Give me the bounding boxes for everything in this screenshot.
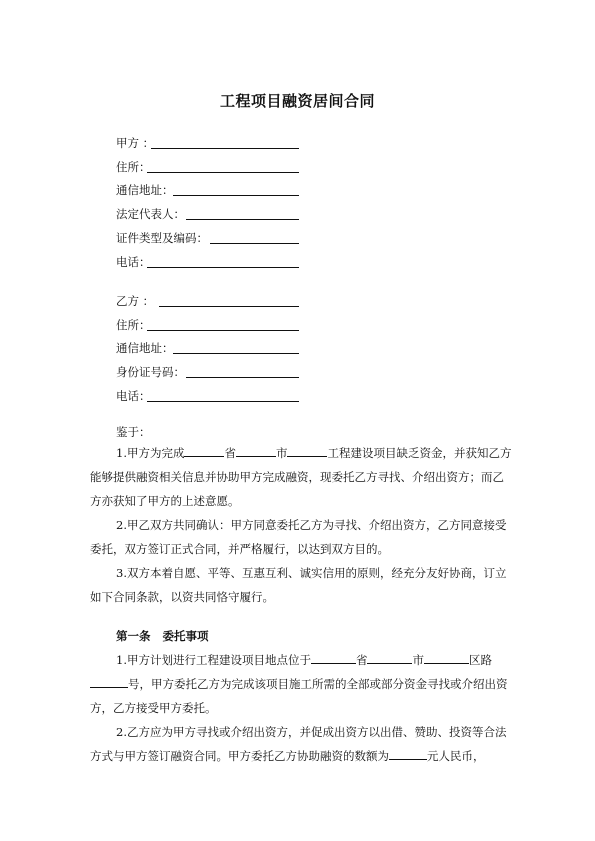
fill-in-line xyxy=(186,365,299,378)
party-a-address-field xyxy=(116,160,299,174)
party-a-phone-field xyxy=(116,255,299,269)
party-b-name-field xyxy=(116,294,299,308)
fill-in-line xyxy=(147,318,299,331)
field-label: 身份证号码： xyxy=(116,365,185,379)
article-1-heading: 第一条 委托事项 xyxy=(116,629,209,643)
party-b-address-field xyxy=(116,318,299,332)
fill-in-line xyxy=(159,294,299,307)
fill-in-blank xyxy=(367,651,412,664)
article-1-paragraph-2: 2.乙方应为甲方寻找或介绍出资方，并促成出资方以出借、赞助、投资等合法方式与甲方签订融资合同。甲方委托乙方协助融资的数额为 元人民币， xyxy=(90,725,507,763)
fill-in-line xyxy=(210,231,299,244)
recital-paragraph-1: 1.甲方为完成 省 市 工程建设项目缺乏资金，并获知乙方能够提供融资相关信息并协助甲方完成融资，现委托乙方寻找、介绍出资方；而乙方亦获知了甲方的上述意愿。 xyxy=(90,446,512,508)
fill-in-blank xyxy=(236,444,276,457)
party-b-id-number-field xyxy=(116,365,299,379)
recital-paragraph-2: 2.甲乙双方共同确认：甲方同意委托乙方为寻找、介绍出资方，乙方同意接受委托，双方签订正式合同，并严格履行，以达到双方目的。 xyxy=(90,518,507,556)
fill-in-line xyxy=(173,183,299,196)
fill-in-line xyxy=(147,160,299,173)
document-title: 工程项目融资居间合同 xyxy=(219,92,375,110)
party-b-mailing-address-field xyxy=(116,341,299,355)
field-label: 住所： xyxy=(116,160,151,174)
fill-in-blank xyxy=(424,651,469,664)
field-label: 证件类型及编码： xyxy=(116,231,208,245)
fill-in-line xyxy=(173,341,299,354)
party-a-name-field xyxy=(116,136,299,150)
fill-in-blank xyxy=(311,651,356,664)
fill-in-line xyxy=(147,255,299,268)
fill-in-blank xyxy=(184,444,224,457)
field-label: 通信地址： xyxy=(116,341,174,355)
fill-in-line xyxy=(147,389,299,402)
party-b-phone-field xyxy=(116,389,299,403)
field-label: 乙方 ： xyxy=(116,294,155,308)
fill-in-blank xyxy=(287,444,327,457)
party-a-id-type-field xyxy=(116,231,299,245)
fill-in-line xyxy=(151,136,299,149)
recitals-heading: 鉴于： xyxy=(116,425,151,439)
field-label: 电话： xyxy=(116,255,151,269)
fill-in-line xyxy=(186,207,299,220)
article-1-paragraph-1: 1.甲方计划进行工程建设项目地点位于 省 市 区路号，甲方委托乙方为完成该项目施工所需的全部或部分资金寻找或介绍出资方，乙方接受甲方委托。 xyxy=(90,653,508,715)
field-label: 住所： xyxy=(116,318,151,332)
party-a-legal-rep-field xyxy=(116,207,299,221)
field-label: 法定代表人： xyxy=(116,207,185,221)
recital-paragraph-3: 3.双方本着自愿、平等、互惠互利、诚实信用的原则，经充分友好协商，订立如下合同条款，以资共同恪守履行。 xyxy=(90,566,507,604)
field-label: 通信地址： xyxy=(116,183,174,197)
fill-in-blank xyxy=(389,747,427,760)
field-label: 电话： xyxy=(116,389,151,403)
fill-in-blank xyxy=(90,675,128,688)
party-a-mailing-address-field xyxy=(116,183,299,197)
field-label: 甲方 ： xyxy=(116,136,155,150)
